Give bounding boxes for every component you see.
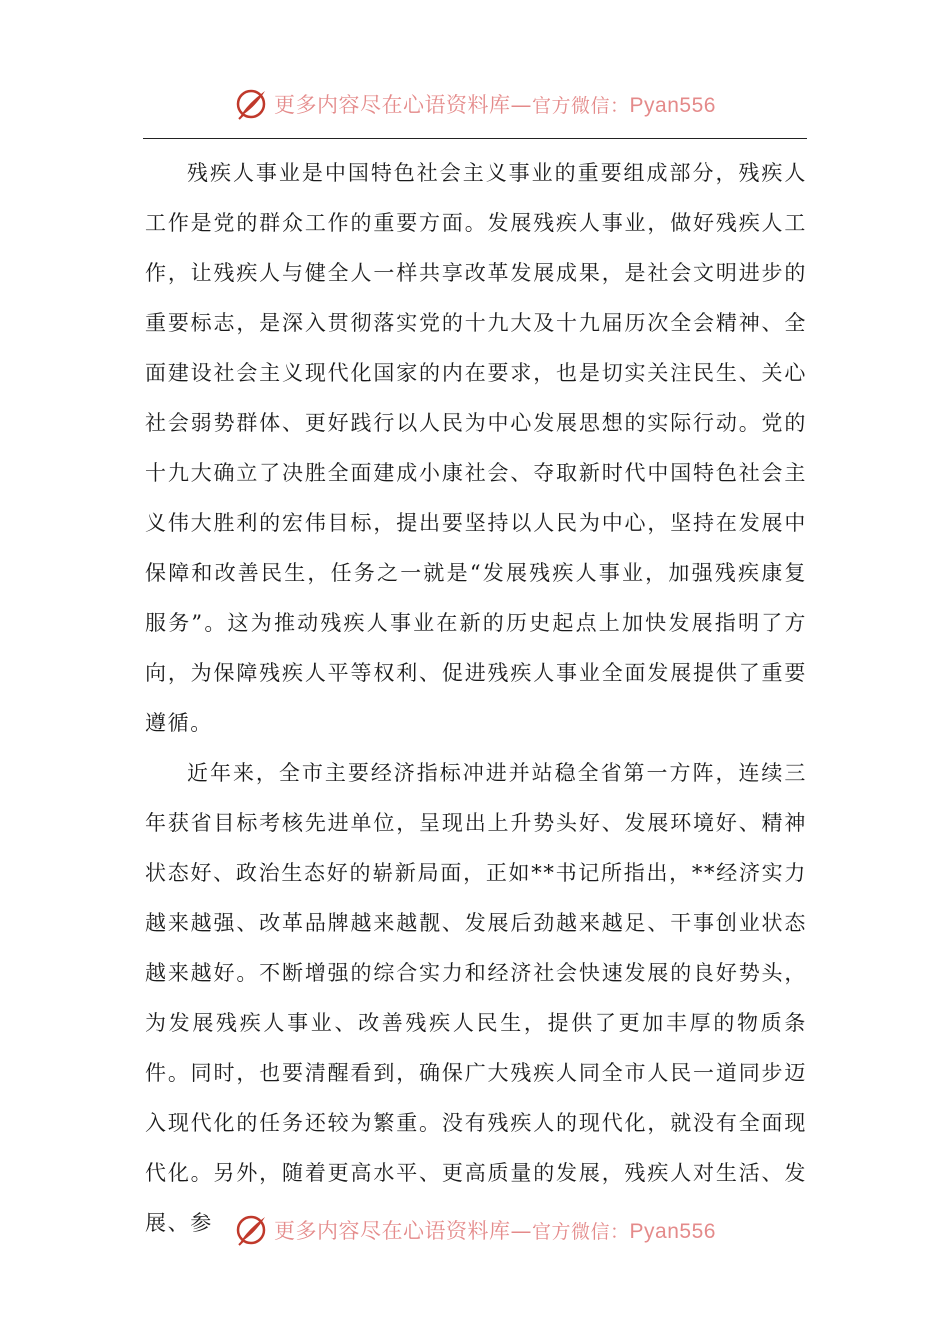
- footer-wechat-label: 官方微信：: [532, 1221, 630, 1243]
- body-paragraph-1: 残疾人事业是中国特色社会主义事业的重要组成部分，残疾人工作是党的群众工作的重要方面。发展残疾人事业，做好残疾人工作，让残疾人与健全人一样共享改革发展成果，是社会文明进步的重要标志，是深入贯彻落实党的十九大及十九届历次全会精神、全面建设社会主义现代化国家的内在要求，也是切实关注民生、关心社会弱势群体、更好践行以人民为中心发展思想的实际行动。党的十九大确立了决胜全面建成小康社会、夺取新时代中国特色社会主义伟大胜利的宏伟目标，提出要坚持以人民为中心，坚持在发展中保障和改善民生，任务之一就是“发展残疾人事业，加强残疾康复服务”。这为推动残疾人事业在新的历史起点上加快发展指明了方向，为保障残疾人平等权利、促进残疾人事业全面发展提供了重要遵循。: [145, 161, 807, 735]
- header-divider: [143, 138, 807, 139]
- quill-logo-icon: [234, 87, 268, 121]
- header-wechat-label: 官方微信：: [532, 95, 630, 117]
- header-site-text: 更多内容尽在心语资料库: [274, 93, 511, 117]
- quill-logo-icon: [234, 1213, 268, 1247]
- document-body: [145, 148, 807, 1248]
- header-banner-text: [274, 89, 716, 119]
- body-paragraph-2: 近年来，全市主要经济指标冲进并站稳全省第一方阵，连续三年获省目标考核先进单位，呈现出上升势头好、发展环境好、精神状态好、政治生态好的崭新局面，正如**书记所指出，**经济实力越来越强、改革品牌越来越靓、发展后劲越来越足、干事创业状态越来越好。不断增强的综合实力和经济社会快速发展的良好势头，为发展残疾人事业、改善残疾人民生，提供了更加丰厚的物质条件。同时，也要清醒看到，确保广大残疾人同全市人民一道同步迈入现代化的任务还较为繁重。没有残疾人的现代化，就没有全面现代化。另外，随着更高水平、更高质量的发展，残疾人对生活、发展、参: [145, 761, 807, 1235]
- footer-wechat-id: Pyan556: [629, 1220, 716, 1243]
- header-separator: —: [510, 93, 533, 117]
- footer-site-text: 更多内容尽在心语资料库: [274, 1219, 511, 1243]
- footer-banner: [0, 1210, 950, 1250]
- footer-banner-text: [274, 1215, 716, 1245]
- header-wechat-id: Pyan556: [629, 94, 716, 117]
- footer-separator: —: [510, 1219, 533, 1243]
- header-banner: [0, 84, 950, 124]
